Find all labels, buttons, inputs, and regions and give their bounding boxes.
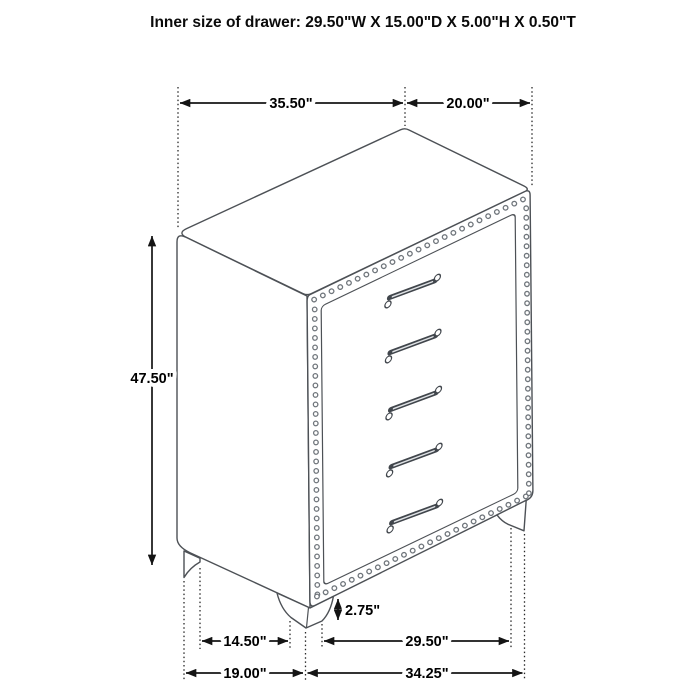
dimension-label-depth-between-legs: 14.50"	[223, 634, 267, 650]
dimension-label-leg-height: 2.75"	[345, 603, 381, 619]
dimension-label-depth-overall: 19.00"	[223, 666, 267, 682]
dimension-label-width-between-legs: 29.50"	[405, 634, 449, 650]
chest-side-face	[177, 236, 310, 608]
dimension-label-width-top: 35.50"	[269, 96, 313, 112]
dimension-label-depth-top: 20.00"	[446, 96, 490, 112]
dimension-label-height: 47.50"	[130, 371, 174, 387]
chest-illustration	[177, 129, 533, 628]
diagram-title: Inner size of drawer: 29.50"W X 15.00"D X 5.00"H X 0.50"T	[150, 14, 576, 31]
dimension-label-width-overall: 34.25"	[405, 666, 449, 682]
